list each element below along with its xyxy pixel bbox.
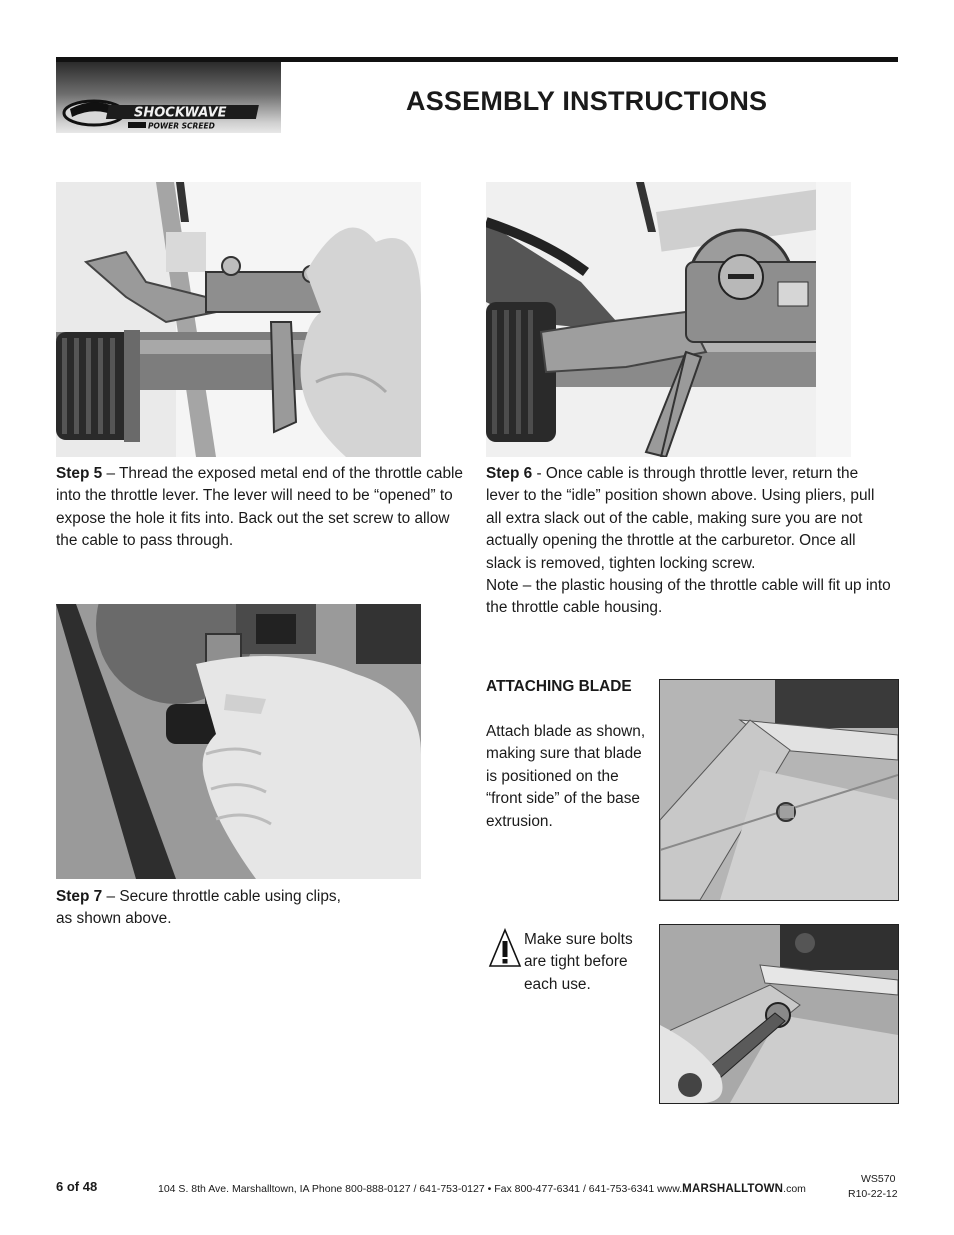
attaching-blade-heading: ATTACHING BLADE [486,678,632,695]
warning-line-1: Make sure bolts [524,931,633,948]
step6-line-2: lever to the “idle” position shown above. Using pliers, pull [486,487,875,505]
bolt-tighten-photo [659,924,899,1104]
blade-line-2: making sure that blade [486,745,642,763]
footer-address [158,1183,806,1195]
attaching-blade-text [486,721,656,833]
step7-label: Step 7 [56,888,103,905]
step6-line-5: slack is removed, tighten locking screw. [486,554,756,572]
blade-photo [659,679,899,901]
step5-text [56,463,476,553]
step7-text [56,886,456,931]
blade-line-3: is positioned on the [486,767,619,785]
marshalltown-logo: MARSHALLTOWN [682,1183,784,1195]
blade-line-5: extrusion. [486,812,553,830]
warning-line-3: each use. [524,975,591,993]
page-number: 6 of 48 [56,1179,98,1194]
address-text: 104 S. 8th Ave. Marshalltown, IA Phone 800-888-0127 / 641-753-0127 • Fax 800-477-6341 / 641-753-6341 www. [158,1183,683,1195]
step5-line-2: into the throttle lever. The lever will need to be “opened” to [56,487,453,505]
step6-label: Step 6 [486,465,533,482]
shockwave-logo [56,62,281,133]
step7-photo [56,604,421,879]
step6-note-2: the throttle cable housing. [486,599,663,617]
step7-line-2: as shown above. [56,910,172,928]
step5-line-1: Step 5 – Thread the exposed metal end of the throttle cable [56,465,463,482]
warning-triangle-icon [488,928,522,968]
revision-code: R10-22-12 [848,1188,898,1200]
step6-text [486,463,901,620]
warning-text [524,929,654,996]
logo-wordmark: SHOCKWAVE [134,105,227,121]
step5-photo [56,182,421,457]
step6-line-4: actually opening the throttle at the carburetor. Once all [486,532,856,550]
blade-line-1: Attach blade as shown, [486,723,646,740]
page-title: ASSEMBLY INSTRUCTIONS [406,86,768,116]
step5-line-3: expose the hole it fits into. Back out the set screw to allow [56,509,450,527]
step5-line-4: the cable to pass through. [56,532,234,550]
logo-subtext: POWER SCREED [148,121,215,131]
step6-line-1: Step 6 - Once cable is through throttle lever, return the [486,465,859,482]
domain-suffix: .com [783,1183,806,1195]
step6-note-1: Note – the plastic housing of the throttle cable will fit up into [486,577,891,595]
warning-line-2: are tight before [524,953,628,971]
step5-label: Step 5 [56,465,103,482]
step6-photo [486,182,851,457]
step6-line-3: all extra slack out of the cable, making sure you are not [486,509,863,527]
blade-line-4: “front side” of the base [486,790,640,808]
step7-line-1: Step 7 – Secure throttle cable using clips, [56,888,341,905]
doc-code: WS570 [861,1173,896,1185]
